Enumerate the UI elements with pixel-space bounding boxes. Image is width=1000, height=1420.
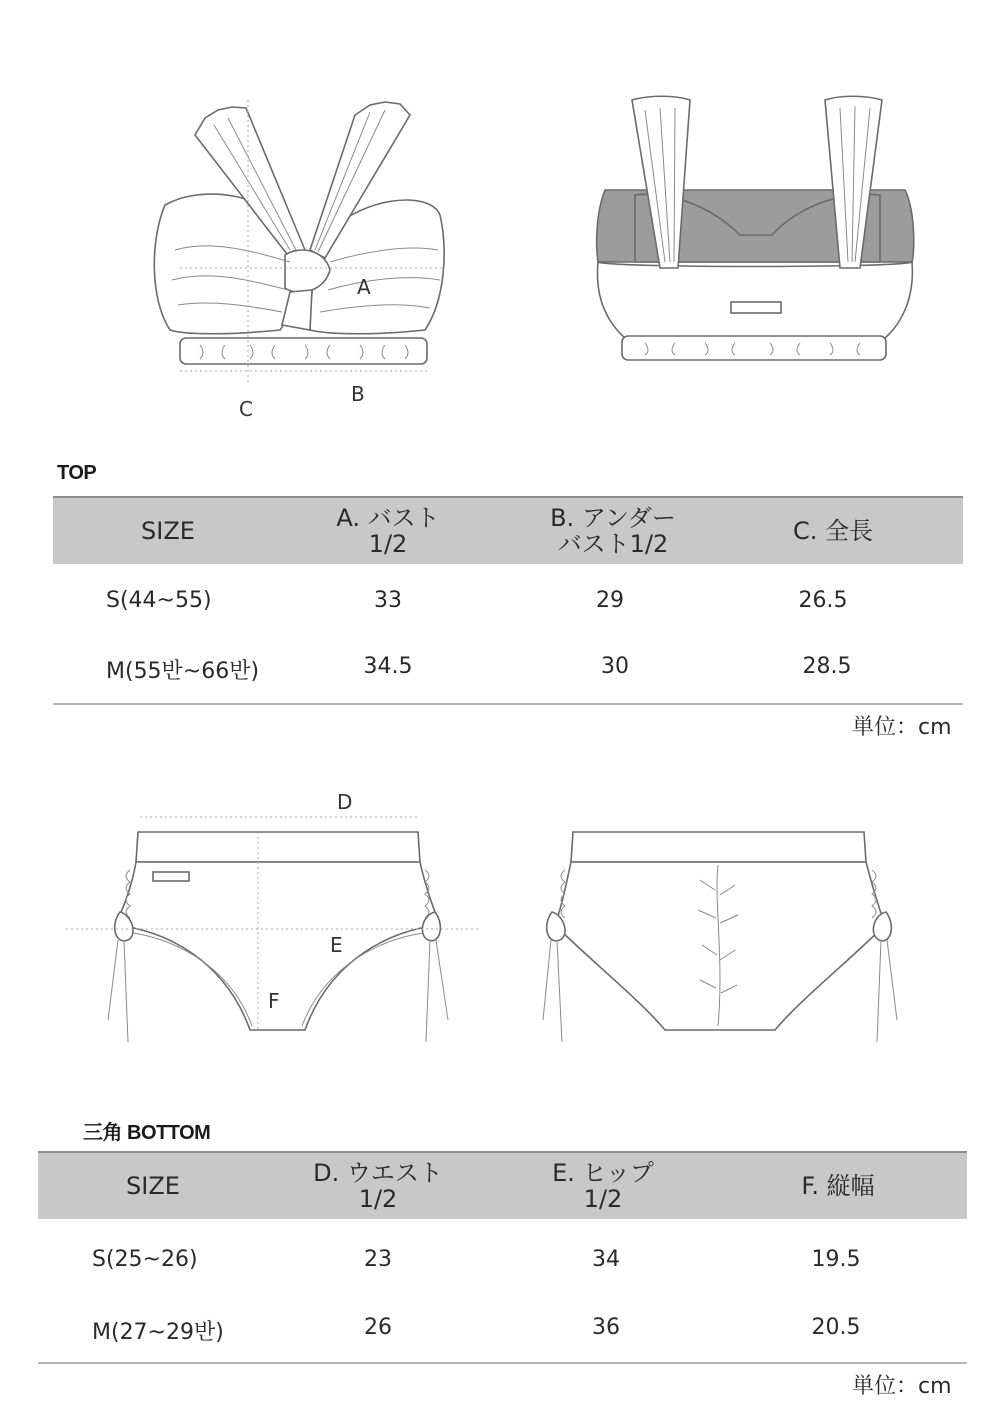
header-hip: E. ヒップ 1/2 (552, 1159, 654, 1213)
header-waist: D. ウエスト 1/2 (313, 1159, 443, 1213)
label-d: D (337, 790, 353, 814)
table-cell: S(44~55) (106, 588, 212, 613)
table-cell: 33 (374, 588, 402, 613)
table-cell: 34 (592, 1247, 620, 1272)
table-cell: 20.5 (811, 1315, 861, 1340)
bottom-unit-note: 単位：cm (852, 1374, 952, 1399)
label-f: F (268, 989, 280, 1013)
bottom-section-title: 三角 BOTTOM (83, 1122, 211, 1144)
label-e: E (330, 933, 343, 957)
header-size: SIZE (126, 1172, 180, 1200)
bottom-size-table (38, 1151, 967, 1367)
table-cell: 26 (364, 1315, 392, 1340)
table-cell: S(25~26) (92, 1247, 198, 1272)
table-cell: 26.5 (798, 588, 848, 613)
table-cell: 29 (596, 588, 624, 613)
top-section-title: TOP (57, 462, 97, 484)
table-bottom-rule (38, 1362, 967, 1364)
table-cell: 23 (364, 1247, 392, 1272)
header-bust: A. バスト 1/2 (336, 504, 440, 558)
label-c: C (239, 397, 253, 421)
top-unit-note: 単位：cm (852, 715, 952, 740)
header-underbust: B. アンダー バスト1/2 (550, 504, 676, 558)
table-cell: M(55반~66반) (106, 659, 260, 684)
bottom-table-header (38, 1151, 967, 1219)
table-cell: 30 (601, 654, 629, 679)
table-cell: 19.5 (811, 1247, 861, 1272)
table-cell: 34.5 (363, 654, 413, 679)
table-cell: 36 (592, 1315, 620, 1340)
table-cell: 28.5 (802, 654, 852, 679)
label-b: B (351, 382, 365, 406)
header-size: SIZE (141, 517, 195, 545)
header-rise: F. 縦幅 (801, 1172, 875, 1200)
label-a: A (357, 275, 371, 299)
header-length: C. 全長 (792, 517, 873, 545)
table-cell: M(27~29반) (92, 1320, 224, 1345)
